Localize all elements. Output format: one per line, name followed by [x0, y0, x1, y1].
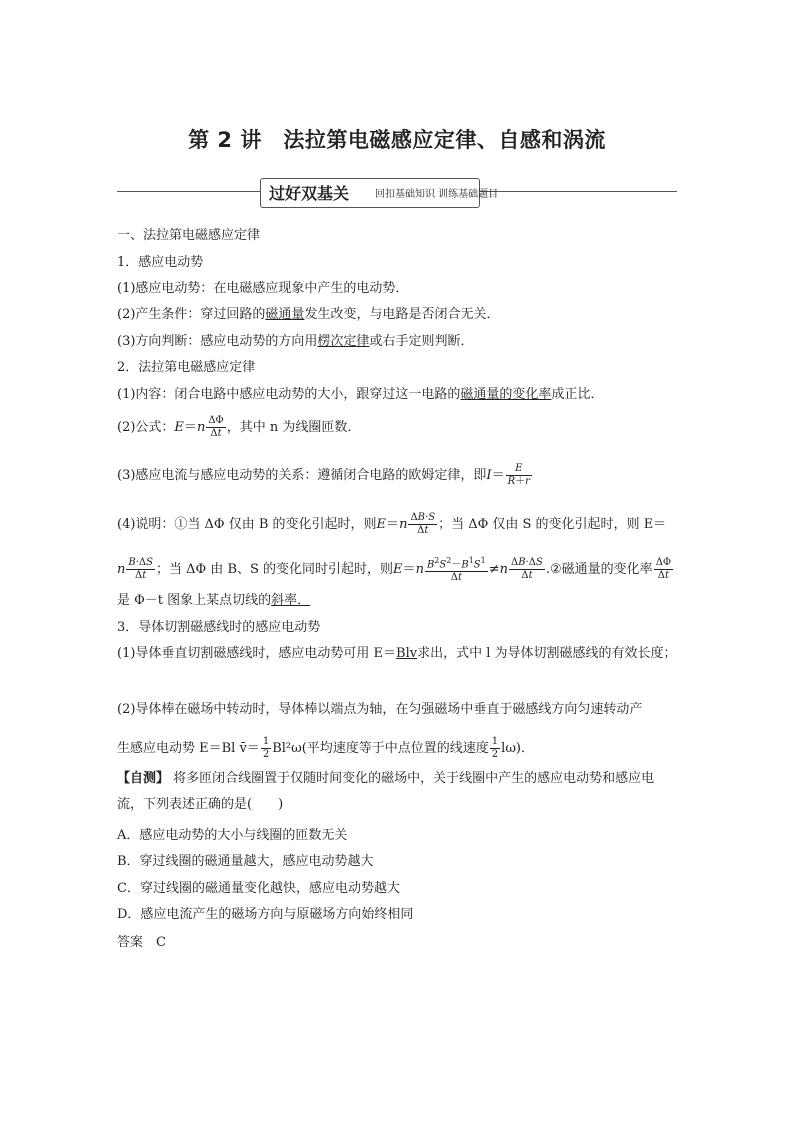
line-2: (2)产生条件：穿过回路的磁通量发生改变，与电路是否闭合无关．: [117, 307, 500, 322]
option-d: D．感应电流产生的磁场方向与原磁场方向始终相同: [117, 907, 414, 922]
ohm-line: (3)感应电流与感应电动势的关系：遵循闭合电路的欧姆定律，即I＝ $\frac{E}{R+r}$: [117, 463, 530, 487]
page-title: 第 2 讲 法拉第电磁感应定律、自感和涡流: [188, 128, 606, 152]
subheading-2: 2．法拉第电磁感应定律: [117, 360, 256, 375]
note-line-2: n $\frac{B\cdot\Delta S}{\Delta t}$ ；当 ΔΦ 由 B、S 的变化同时引起时，则E＝n $\frac{B^2S^2-B^1S^1}{\Delta t}$ ≠n $\frac{\Delta B\cdot\Delta S}{\Delta t}$ .②磁通量的变化率 $\frac{\Delta\Phi}{\Delta t}$: [117, 556, 672, 584]
subheading-3: 3．导体切割磁感线时的感应电动势: [117, 620, 321, 635]
answer: 答案 C: [117, 935, 166, 950]
subheading-1: 1．感应电动势: [117, 255, 204, 270]
option-c: C．穿过线圈的磁通量变化越快，感应电动势越大: [117, 881, 400, 896]
banner-line-right: [478, 191, 677, 192]
line-12: 生感应电动势 E＝Bl v̄＝ $\frac{1}{2}$ Bl²ω(平均速度等于中点位置的线速度 $\frac{1}{2}$ lω)．: [117, 736, 535, 760]
question: 【自测】 将多匝闭合线圈置于仅随时间变化的磁场中，关于线圈中产生的感应电动势和感应电流，下列表述正确的是( ): [117, 771, 655, 812]
line-3: (3)方向判断：感应电动势的方向用楞次定律或右手定则判断．: [117, 334, 474, 349]
banner-sub: 回扣基础知识 训练基础题目: [375, 189, 499, 200]
line-11: (2)导体棒在磁场中转动时，导体棒以端点为轴，在匀强磁场中垂直于磁感线方向匀速转动产: [117, 702, 643, 717]
line-1: (1)感应电动势：在电磁感应现象中产生的电动势．: [117, 281, 409, 296]
option-a: A．感应电动势的大小与线圈的匝数无关: [117, 828, 348, 843]
line-10: (1)导体垂直切割磁感线时，感应电动势可用 E＝Blv求出，式中 l 为导体切割磁感线的有效长度；: [117, 646, 677, 661]
option-b: B．穿过线圈的磁通量越大，感应电动势越大: [117, 854, 374, 869]
section-heading: 一、法拉第电磁感应定律: [117, 228, 261, 243]
line-4: (1)内容：闭合电路中感应电动势的大小，跟穿过这一电路的磁通量的变化率成正比．: [117, 387, 604, 402]
formula-line: (2)公式：E＝n $\frac{\Delta\Phi}{\Delta t}$ ，其中 n 为线圈匝数．: [117, 415, 361, 439]
section-banner: [117, 176, 677, 210]
note-line-1: (4)说明：①当 ΔΦ 仅由 B 的变化引起时，则E＝n $\frac{\Delta B\cdot S}{\Delta t}$ ；当 ΔΦ 仅由 S 的变化引起时，则 E＝: [117, 512, 667, 536]
banner-line-left: [117, 191, 260, 192]
line-9: 是 Φ－t 图象上某点切线的斜率．: [117, 593, 311, 608]
banner-main: 过好双基关: [269, 184, 350, 203]
